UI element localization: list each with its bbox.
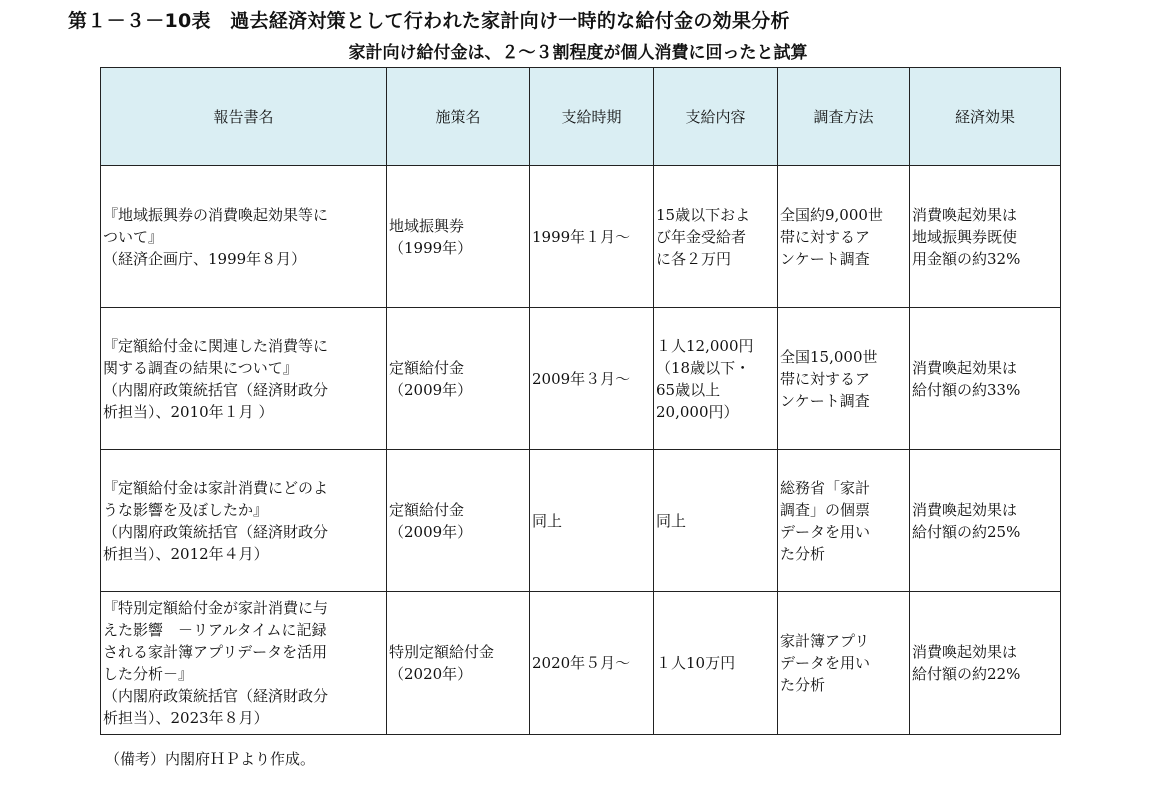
content-cell: [654, 166, 778, 308]
policy-cell: [387, 450, 530, 592]
cell-line: 消費喚起効果は: [912, 500, 1018, 519]
cell-line: 用金額の約32%: [912, 249, 1021, 268]
table-subtitle: 家計向け給付金は、２～３割程度が個人消費に回ったと試算: [348, 43, 808, 63]
cell-line: 2020年５月～: [532, 654, 631, 672]
table-row: [101, 166, 1061, 308]
report-cell: [101, 166, 387, 308]
cell-line: 1999年１月～: [532, 227, 631, 246]
method-cell: [778, 166, 910, 308]
header-effect: 経済効果: [910, 68, 1061, 166]
policy-cell: [387, 166, 530, 308]
cell-line: 特別定額給付金: [389, 643, 495, 661]
cell-line: 地域振興券既使: [912, 227, 1018, 246]
cell-line: 全国15,000世: [780, 347, 878, 366]
cell-line: 定額給付金: [389, 500, 465, 519]
cell-line: ンケート調査: [780, 391, 870, 410]
cell-line: 15歳以下およ: [656, 205, 751, 224]
cell-line: 『地域振興券の消費喚起効果等に: [103, 205, 329, 224]
report-cell: [101, 450, 387, 592]
effect-cell: [910, 166, 1061, 308]
header-row: [101, 68, 1061, 166]
period-cell: [530, 450, 654, 592]
cell-line: （経済企画庁、1999年８月）: [103, 249, 307, 268]
cell-line: 調査」の個票: [780, 500, 871, 519]
effect-cell: [910, 308, 1061, 450]
method-cell: [778, 308, 910, 450]
content-cell: [654, 450, 778, 592]
cell-line: される家計簿アプリデータを活用: [103, 643, 328, 661]
cell-line: 帯に対するア: [780, 369, 871, 388]
effect-cell: [910, 450, 1061, 592]
table-row: [101, 592, 1061, 735]
cell-line: （2009年）: [389, 522, 473, 541]
cell-line: １人10万円: [656, 654, 736, 672]
cell-line: 20,000円）: [656, 402, 739, 421]
cell-line: び年金受給者: [656, 227, 747, 246]
benefit-effect-table: [100, 67, 1061, 735]
period-cell: [530, 592, 654, 735]
cell-line: えた影響 －リアルタイムに記録: [103, 621, 327, 639]
policy-cell: [387, 308, 530, 450]
cell-line: 析担当）、2010年１月 ）: [103, 402, 274, 421]
report-cell: [101, 308, 387, 450]
period-cell: [530, 166, 654, 308]
cell-line: うな影響を及ぼしたか』: [103, 500, 269, 519]
cell-line: 『定額給付金に関連した消費等に: [103, 336, 329, 355]
cell-line: 2009年３月～: [532, 369, 631, 388]
cell-line: （1999年）: [389, 238, 473, 257]
cell-line: 『定額給付金は家計消費にどのよ: [103, 478, 329, 497]
effect-cell: [910, 592, 1061, 735]
cell-line: 消費喚起効果は: [912, 643, 1018, 661]
cell-line: 『特別定額給付金が家計消費に与: [103, 599, 329, 617]
cell-line: ンケート調査: [780, 249, 870, 268]
cell-line: （2020年）: [389, 665, 473, 683]
cell-line: １人12,000円: [656, 336, 754, 355]
cell-line: ついて』: [103, 227, 164, 246]
content-cell: [654, 592, 778, 735]
policy-cell: [387, 592, 530, 735]
cell-line: た分析: [780, 676, 826, 694]
cell-line: 給付額の約22%: [912, 665, 1021, 683]
cell-line: 析担当）、2012年４月）: [103, 544, 269, 563]
cell-line: に各２万円: [656, 249, 732, 268]
header-method: 調査方法: [778, 68, 910, 166]
method-cell: [778, 592, 910, 735]
cell-line: 消費喚起効果は: [912, 358, 1018, 377]
header-policy: 施策名: [387, 68, 530, 166]
cell-line: 総務省「家計: [780, 478, 871, 497]
cell-line: 帯に対するア: [780, 227, 871, 246]
cell-line: 地域振興券: [389, 216, 465, 235]
table-title: 第１－３－10表 過去経済対策として行われた家計向け一時的な給付金の効果分析: [68, 10, 790, 32]
method-cell: [778, 450, 910, 592]
table-row: [101, 450, 1061, 592]
table-row: [101, 308, 1061, 450]
cell-line: した分析－』: [103, 665, 194, 683]
table-body: [101, 166, 1061, 735]
cell-line: 給付額の約33%: [912, 380, 1021, 399]
cell-line: （内閣府政策統括官（経済財政分: [103, 522, 329, 541]
cell-line: 析担当）、2023年８月）: [103, 709, 269, 727]
header-content: 支給内容: [654, 68, 778, 166]
cell-line: 65歳以上: [656, 380, 721, 399]
cell-line: （18歳以下・: [656, 358, 751, 377]
content-cell: [654, 308, 778, 450]
cell-line: た分析: [780, 544, 826, 563]
cell-line: データを用い: [780, 654, 871, 672]
cell-line: （内閣府政策統括官（経済財政分: [103, 380, 329, 399]
cell-line: 給付額の約25%: [912, 522, 1021, 541]
cell-line: 消費喚起効果は: [912, 205, 1018, 224]
cell-line: 全国約9,000世: [780, 205, 883, 224]
cell-line: 同上: [532, 511, 563, 530]
cell-line: データを用い: [780, 522, 871, 541]
report-cell: [101, 592, 387, 735]
cell-line: 関する調査の結果について』: [103, 358, 298, 377]
cell-line: 定額給付金: [389, 358, 465, 377]
source-note: （備考）内閣府ＨＰより作成。: [105, 750, 316, 768]
header-report: 報告書名: [101, 68, 387, 166]
cell-line: 同上: [656, 511, 687, 530]
cell-line: （内閣府政策統括官（経済財政分: [103, 687, 329, 705]
header-period: 支給時期: [530, 68, 654, 166]
period-cell: [530, 308, 654, 450]
cell-line: 家計簿アプリ: [780, 632, 870, 650]
cell-line: （2009年）: [389, 380, 473, 399]
